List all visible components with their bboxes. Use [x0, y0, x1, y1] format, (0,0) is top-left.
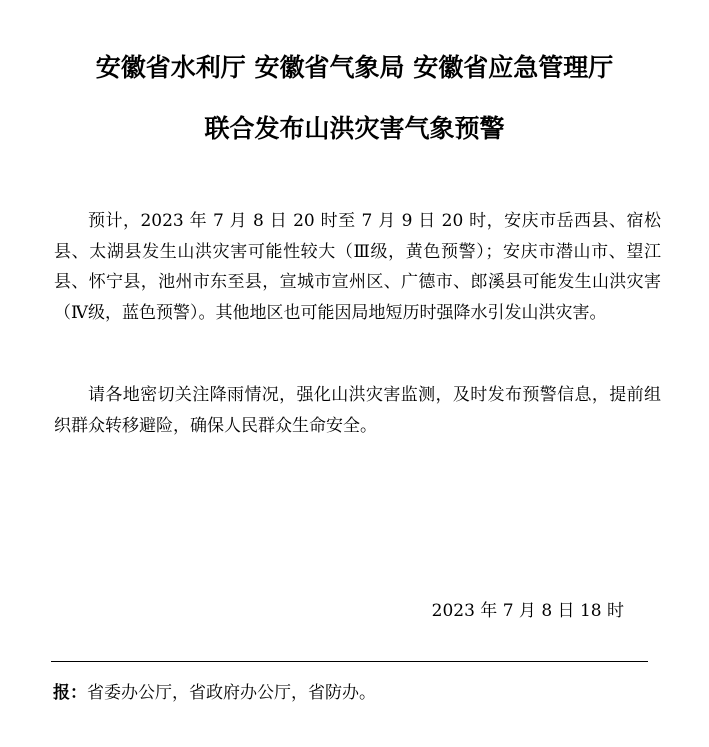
distribution-label: 报： [53, 683, 87, 703]
issue-date: 2023 年 7 月 8 日 18 时 [431, 601, 624, 621]
body-paragraph-forecast: 预计，2023 年 7 月 8 日 20 时至 7 月 9 日 20 时，安庆市岳西县、宿松县、太湖县发生山洪灾害可能性较大（Ⅲ级，黄色预警）；安庆市潜山市、望江县、怀宁县，池州市东至县，宣城市宣州区、广德市、郎溪县可能发生山洪灾害（Ⅳ级，蓝色预警）。其他地区也可能因局地短历时强降水引发山洪灾害。 [54, 211, 661, 323]
document-title-line-1: 安徽省水利厅 安徽省气象局 安徽省应急管理厅 [95, 53, 614, 82]
distribution-recipients: 省委办公厅，省政府办公厅，省防办。 [87, 683, 376, 703]
body-paragraph-instructions: 请各地密切关注降雨情况，强化山洪灾害监测，及时发布预警信息，提前组织群众转移避险，确保人民群众生命安全。 [54, 385, 661, 436]
document-title-line-2: 联合发布山洪灾害气象预警 [204, 114, 505, 143]
distribution-footer [53, 678, 376, 708]
footer-divider [51, 661, 648, 662]
